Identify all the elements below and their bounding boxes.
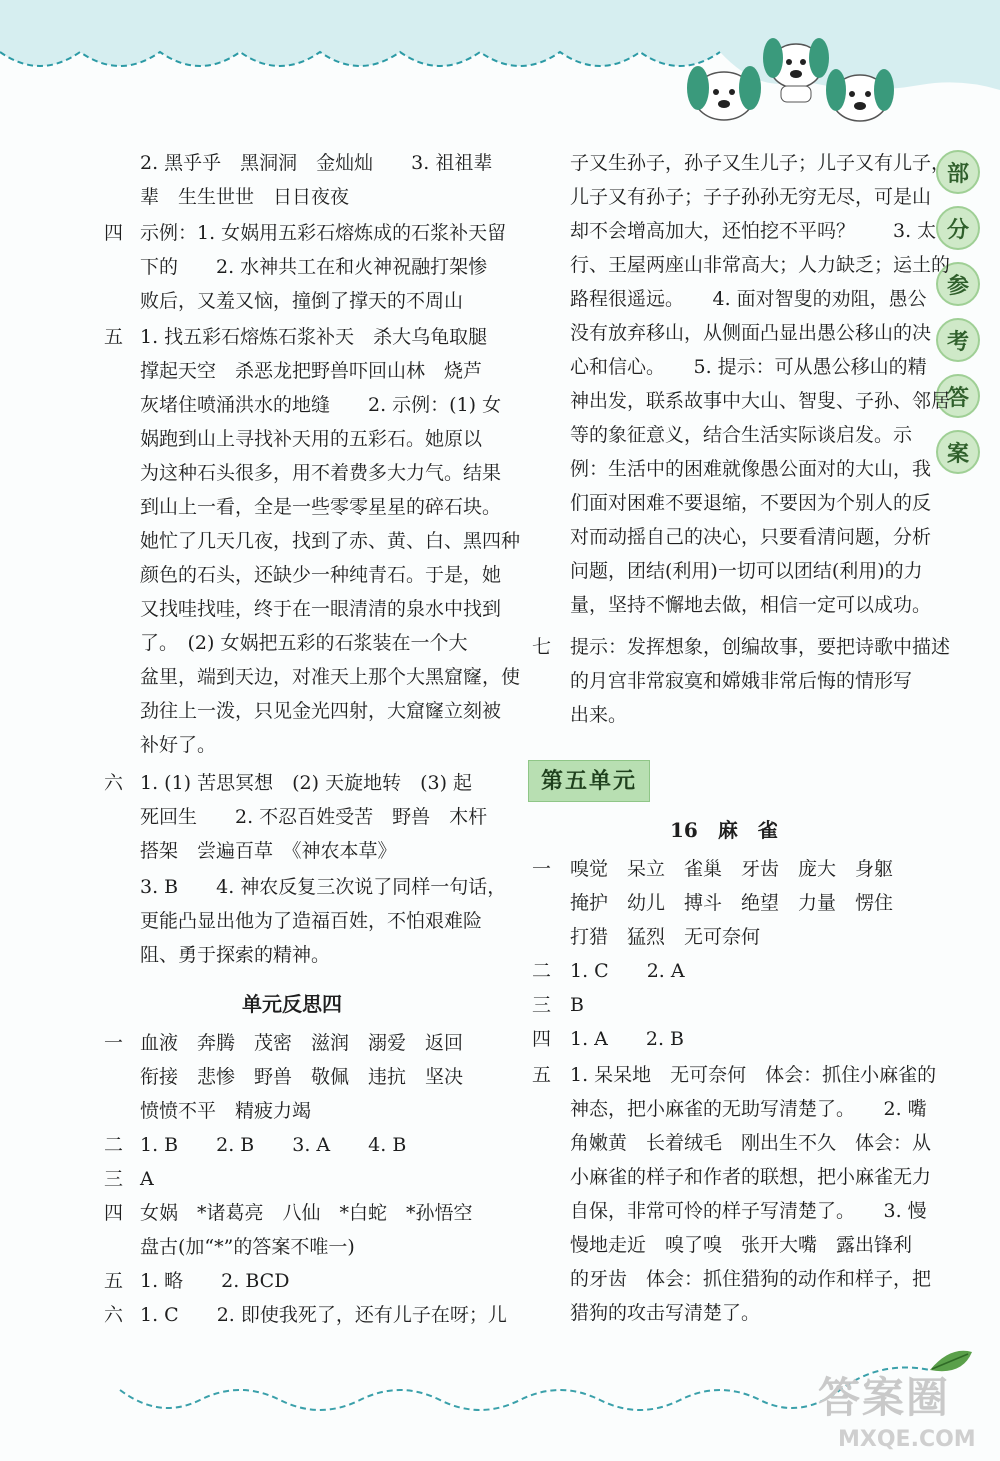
question-number: 四 — [104, 1202, 124, 1224]
text-line: 更能凸显出他为了造福百姓，不怕艰难险 — [140, 910, 483, 932]
text-line: 的月宫非常寂寞和嫦娥非常后悔的情形写 — [570, 670, 913, 692]
text-line: 子又生孙子，孙子又生儿子；儿子又有儿子， — [570, 152, 951, 174]
text-line: 1. C 2. A — [570, 960, 685, 982]
question-number: 七 — [532, 636, 552, 658]
text-line: 又找哇找哇，终于在一眼清清的泉水中找到 — [140, 598, 502, 620]
text-line: 灰堵住喷涌洪水的地缝 2. 示例：(1) 女 — [140, 394, 502, 416]
text-line: 辈 生生世世 日日夜夜 — [140, 186, 350, 208]
puppies-illustration — [676, 16, 906, 134]
side-tab-char: 答 — [936, 374, 980, 418]
side-tab-char: 案 — [936, 430, 980, 474]
question-number: 五 — [104, 1270, 124, 1292]
text-line: 打猎 猛烈 无可奈何 — [570, 926, 761, 948]
text-line: 没有放弃移山，从侧面凸显出愚公移山的决 — [570, 322, 932, 344]
question-number: 四 — [104, 222, 124, 244]
text-line: 1. B 2. B 3. A 4. B — [140, 1134, 407, 1156]
question-number: 二 — [532, 960, 552, 982]
watermark-url: MXQE.COM — [838, 1427, 976, 1452]
text-line: 衔接 悲惨 野兽 敬佩 违抗 坚决 — [140, 1066, 464, 1088]
text-line: 掩护 幼儿 搏斗 绝望 力量 愣住 — [570, 892, 894, 914]
text-line: 盘古(加“*”的答案不唯一) — [140, 1236, 355, 1258]
side-tab-answers — [934, 150, 982, 486]
text-line: 问题，团结(利用)一切可以团结(利用)的力 — [570, 560, 923, 582]
text-line: 到山上一看，全是一些零零星星的碎石块。 — [140, 496, 502, 518]
text-line: 搭架 尝遍百草 《神农本草》 — [140, 840, 397, 862]
text-line: 自保，非常可怜的样子写清楚了。 3. 慢 — [570, 1200, 927, 1222]
puppy-middle-icon — [763, 38, 829, 102]
text-line: A — [140, 1168, 154, 1190]
question-number: 三 — [532, 994, 552, 1016]
text-line: 女娲 *诸葛亮 八仙 *白蛇 *孙悟空 — [140, 1202, 473, 1224]
text-line: 1. 找五彩石熔炼石浆补天 杀大乌龟取腿 — [140, 326, 488, 348]
text-line: 嗅觉 呆立 雀巢 牙齿 庞大 身躯 — [570, 858, 894, 880]
text-line: 猎狗的攻击写清楚了。 — [570, 1302, 761, 1324]
text-line: 败后，又羞又恼，撞倒了撑天的不周山 — [140, 290, 464, 312]
right-column — [0, 146, 951, 1346]
text-line: 提示：发挥想象，创编故事，要把诗歌中描述 — [570, 636, 951, 658]
text-line: 阻、勇于探索的精神。 — [140, 944, 331, 966]
question-number: 六 — [104, 1304, 124, 1326]
text-line: 神态，把小麻雀的无助写清楚了。 2. 嘴 — [570, 1098, 927, 1120]
puppy-right-icon — [826, 69, 894, 121]
question-number: 六 — [104, 772, 124, 794]
text-line: 撑起天空 杀恶龙把野兽吓回山林 烧芦 — [140, 360, 483, 382]
text-line: 补好了。 — [140, 734, 217, 756]
text-line: 例：生活中的困难就像愚公面对的大山，我 — [570, 458, 932, 480]
text-line: 示例：1. 女娲用五彩石熔炼成的石浆补天留 — [140, 222, 507, 244]
text-line: 1. (1) 苦思冥想 (2) 天旋地转 (3) 起 — [140, 772, 473, 794]
text-line: 行、王屋两座山非常高大；人力缺乏；运土的 — [570, 254, 951, 276]
text-line: 量，坚持不懈地去做，相信一定可以成功。 — [570, 594, 932, 616]
question-number: 三 — [104, 1168, 124, 1190]
watermark-logo: 答案圈 — [818, 1373, 951, 1422]
text-line: 慢地走近 嗅了嗅 张开大嘴 露出锋利 — [570, 1234, 913, 1256]
text-line: 血液 奔腾 茂密 滋润 溺爱 返回 — [140, 1032, 464, 1054]
side-tab-char: 参 — [936, 262, 980, 306]
question-number: 五 — [104, 326, 124, 348]
side-tab-char: 分 — [936, 206, 980, 250]
text-line: 路程很遥远。 4. 面对智叟的劝阻，愚公 — [570, 288, 927, 310]
text-line: B — [570, 994, 584, 1016]
text-line: 儿子又有孙子；子子孙孙无穷无尽，可是山 — [570, 186, 932, 208]
text-line: 死回生 2. 不忍百姓受苦 野兽 木杆 — [140, 806, 488, 828]
text-line: 盆里，端到天边，对准天上那个大黑窟窿，使 — [140, 666, 521, 688]
text-line: 为这种石头很多，用不着费多大力气。结果 — [140, 462, 502, 484]
text-line: 的牙齿 体会：抓住猎狗的动作和样子，把 — [570, 1268, 932, 1290]
text-line: 1. C 2. 即使我死了，还有儿子在呀；儿 — [140, 1304, 507, 1326]
watermark — [818, 1365, 998, 1461]
text-line: 下的 2. 水神共工在和火神祝融打架惨 — [140, 256, 488, 278]
text-line: 出来。 — [570, 704, 628, 726]
text-line: 角嫩黄 长着绒毛 刚出生不久 体会：从 — [570, 1132, 932, 1154]
text-line: 心和信心。 5. 提示：可从愚公移山的精 — [570, 356, 927, 378]
question-number: 一 — [104, 1032, 124, 1054]
puppy-left-icon — [687, 66, 761, 120]
text-line: 对而动摇自己的决心，只要看清问题，分析 — [570, 526, 932, 548]
text-line: 3. B 4. 神农反复三次说了同样一句话， — [140, 876, 507, 898]
side-tab-char: 考 — [936, 318, 980, 362]
text-line: 她忙了几天几夜，找到了赤、黄、白、黑四种 — [140, 530, 521, 552]
text-line: 1. A 2. B — [570, 1028, 685, 1050]
text-line: 小麻雀的样子和作者的联想，把小麻雀无力 — [570, 1166, 932, 1188]
text-line: 2. 黑乎乎 黑洞洞 金灿灿 3. 祖祖辈 — [140, 152, 493, 174]
text-line: 1. 略 2. BCD — [140, 1270, 290, 1292]
text-line: 颜色的石头，还缺少一种纯青石。于是，她 — [140, 564, 502, 586]
text-line: 愤愤不平 精疲力竭 — [140, 1100, 312, 1122]
text-line: 了。 (2) 女娲把五彩的石浆装在一个大 — [140, 632, 468, 654]
question-number: 一 — [532, 858, 552, 880]
text-line: 却不会增高加大，还怕挖不平吗？ 3. 太 — [570, 220, 937, 242]
text-line: 等的象征意义，结合生活实际谈启发。示 — [570, 424, 913, 446]
text-line: 神出发，联系故事中大山、智叟、子孙、邻居 — [570, 390, 951, 412]
text-line: 娲跑到山上寻找补天用的五彩石。她原以 — [140, 428, 483, 450]
side-tab-char: 部 — [936, 150, 980, 194]
section-title: 单元反思四 — [242, 992, 342, 1016]
question-number: 二 — [104, 1134, 124, 1156]
lesson-title: 16 麻 雀 — [670, 818, 778, 842]
text-line: 1. 呆呆地 无可奈何 体会：抓住小麻雀的 — [570, 1064, 937, 1086]
question-number: 四 — [532, 1028, 552, 1050]
unit-tag: 第五单元 — [528, 760, 650, 802]
text-line: 劲往上一泼，只见金光四射，大窟窿立刻被 — [140, 700, 502, 722]
question-number: 五 — [532, 1064, 552, 1086]
text-line: 们面对困难不要退缩，不要因为个别人的反 — [570, 492, 932, 514]
